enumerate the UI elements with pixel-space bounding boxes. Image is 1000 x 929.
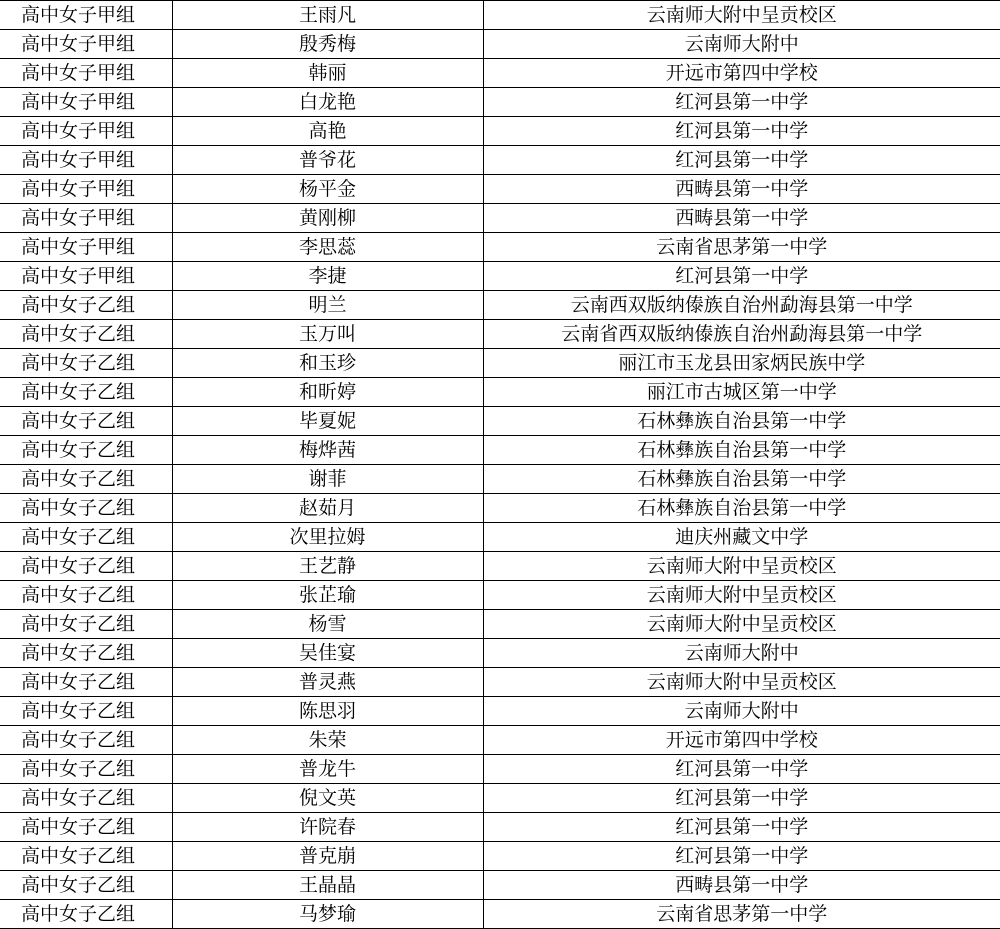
group-cell: 高中女子乙组 (0, 813, 172, 842)
school-cell: 红河县第一中学 (483, 117, 1000, 146)
table-row (0, 291, 1000, 320)
school-cell: 石林彝族自治县第一中学 (483, 436, 1000, 465)
athlete-name-cell: 吴佳宴 (172, 639, 483, 668)
table-row (0, 233, 1000, 262)
group-cell: 高中女子乙组 (0, 494, 172, 523)
table-row (0, 523, 1000, 552)
athlete-name-cell: 许院春 (172, 813, 483, 842)
athlete-name-cell: 明兰 (172, 291, 483, 320)
table-row (0, 1, 1000, 30)
school-cell: 云南西双版纳傣族自治州勐海县第一中学 (483, 291, 1000, 320)
athlete-name-cell: 玉万叫 (172, 320, 483, 349)
athlete-name-cell: 马梦瑜 (172, 900, 483, 929)
athlete-name-cell: 高艳 (172, 117, 483, 146)
athlete-name-cell: 倪文英 (172, 784, 483, 813)
table-row (0, 407, 1000, 436)
athlete-name-cell: 毕夏妮 (172, 407, 483, 436)
group-cell: 高中女子乙组 (0, 320, 172, 349)
school-cell: 西畴县第一中学 (483, 871, 1000, 900)
athlete-name-cell: 殷秀梅 (172, 30, 483, 59)
athlete-name-cell: 普爷花 (172, 146, 483, 175)
group-cell: 高中女子乙组 (0, 349, 172, 378)
school-cell: 云南省思茅第一中学 (483, 233, 1000, 262)
group-cell: 高中女子乙组 (0, 900, 172, 929)
group-cell: 高中女子甲组 (0, 175, 172, 204)
school-cell: 红河县第一中学 (483, 262, 1000, 291)
athlete-name-cell: 赵茹月 (172, 494, 483, 523)
athlete-name-cell: 王雨凡 (172, 1, 483, 30)
school-cell: 红河县第一中学 (483, 813, 1000, 842)
school-cell: 云南师大附中呈贡校区 (483, 668, 1000, 697)
athlete-name-cell: 杨雪 (172, 610, 483, 639)
school-cell: 红河县第一中学 (483, 88, 1000, 117)
athlete-name-cell: 普克崩 (172, 842, 483, 871)
school-cell: 开远市第四中学校 (483, 59, 1000, 88)
school-cell: 红河县第一中学 (483, 146, 1000, 175)
table-row (0, 378, 1000, 407)
table-row (0, 146, 1000, 175)
school-cell: 云南师大附中 (483, 639, 1000, 668)
group-cell: 高中女子甲组 (0, 59, 172, 88)
athlete-name-cell: 白龙艳 (172, 88, 483, 117)
table-row (0, 900, 1000, 929)
athlete-name-cell: 王艺静 (172, 552, 483, 581)
school-cell: 云南省思茅第一中学 (483, 900, 1000, 929)
athlete-name-cell: 李捷 (172, 262, 483, 291)
school-cell: 红河县第一中学 (483, 842, 1000, 871)
school-cell: 云南省西双版纳傣族自治州勐海县第一中学 (483, 320, 1000, 349)
school-cell: 西畴县第一中学 (483, 204, 1000, 233)
table-row (0, 668, 1000, 697)
table-row (0, 552, 1000, 581)
school-cell: 丽江市古城区第一中学 (483, 378, 1000, 407)
table-row (0, 494, 1000, 523)
roster-table-body (0, 1, 1000, 929)
table-row (0, 784, 1000, 813)
table-row (0, 204, 1000, 233)
group-cell: 高中女子乙组 (0, 784, 172, 813)
school-cell: 西畴县第一中学 (483, 175, 1000, 204)
school-cell: 红河县第一中学 (483, 784, 1000, 813)
group-cell: 高中女子甲组 (0, 1, 172, 30)
athlete-name-cell: 黄刚柳 (172, 204, 483, 233)
table-row (0, 581, 1000, 610)
athlete-name-cell: 普灵燕 (172, 668, 483, 697)
school-cell: 丽江市玉龙县田家炳民族中学 (483, 349, 1000, 378)
group-cell: 高中女子乙组 (0, 755, 172, 784)
table-row (0, 697, 1000, 726)
school-cell: 迪庆州藏文中学 (483, 523, 1000, 552)
group-cell: 高中女子乙组 (0, 436, 172, 465)
athlete-name-cell: 陈思羽 (172, 697, 483, 726)
athlete-name-cell: 梅烨茜 (172, 436, 483, 465)
school-cell: 石林彝族自治县第一中学 (483, 465, 1000, 494)
table-row (0, 117, 1000, 146)
school-cell: 石林彝族自治县第一中学 (483, 494, 1000, 523)
group-cell: 高中女子乙组 (0, 871, 172, 900)
group-cell: 高中女子乙组 (0, 291, 172, 320)
table-row (0, 436, 1000, 465)
school-cell: 云南师大附中 (483, 697, 1000, 726)
table-row (0, 842, 1000, 871)
athlete-name-cell: 韩丽 (172, 59, 483, 88)
table-row (0, 175, 1000, 204)
group-cell: 高中女子甲组 (0, 233, 172, 262)
group-cell: 高中女子甲组 (0, 117, 172, 146)
group-cell: 高中女子乙组 (0, 726, 172, 755)
table-row (0, 639, 1000, 668)
athlete-name-cell: 王晶晶 (172, 871, 483, 900)
athlete-name-cell: 和玉珍 (172, 349, 483, 378)
group-cell: 高中女子乙组 (0, 552, 172, 581)
group-cell: 高中女子乙组 (0, 465, 172, 494)
group-cell: 高中女子乙组 (0, 378, 172, 407)
school-cell: 云南师大附中呈贡校区 (483, 581, 1000, 610)
group-cell: 高中女子甲组 (0, 262, 172, 291)
athlete-name-cell: 张芷瑜 (172, 581, 483, 610)
group-cell: 高中女子乙组 (0, 523, 172, 552)
school-cell: 开远市第四中学校 (483, 726, 1000, 755)
athlete-name-cell: 朱荣 (172, 726, 483, 755)
athlete-name-cell: 李思蕊 (172, 233, 483, 262)
school-cell: 云南师大附中呈贡校区 (483, 610, 1000, 639)
table-row (0, 813, 1000, 842)
athlete-name-cell: 普龙牛 (172, 755, 483, 784)
table-row (0, 726, 1000, 755)
table-row (0, 610, 1000, 639)
table-row (0, 59, 1000, 88)
school-cell: 云南师大附中呈贡校区 (483, 1, 1000, 30)
table-row (0, 349, 1000, 378)
table-row (0, 465, 1000, 494)
table-row (0, 262, 1000, 291)
athlete-name-cell: 杨平金 (172, 175, 483, 204)
group-cell: 高中女子乙组 (0, 842, 172, 871)
group-cell: 高中女子甲组 (0, 30, 172, 59)
school-cell: 石林彝族自治县第一中学 (483, 407, 1000, 436)
athlete-name-cell: 谢菲 (172, 465, 483, 494)
group-cell: 高中女子乙组 (0, 697, 172, 726)
table-row (0, 88, 1000, 117)
group-cell: 高中女子甲组 (0, 204, 172, 233)
school-cell: 云南师大附中 (483, 30, 1000, 59)
athlete-name-cell: 次里拉姆 (172, 523, 483, 552)
group-cell: 高中女子甲组 (0, 146, 172, 175)
group-cell: 高中女子乙组 (0, 668, 172, 697)
school-cell: 云南师大附中呈贡校区 (483, 552, 1000, 581)
table-row (0, 755, 1000, 784)
group-cell: 高中女子乙组 (0, 639, 172, 668)
school-cell: 红河县第一中学 (483, 755, 1000, 784)
group-cell: 高中女子乙组 (0, 610, 172, 639)
table-row (0, 320, 1000, 349)
group-cell: 高中女子乙组 (0, 407, 172, 436)
table-row (0, 871, 1000, 900)
athlete-name-cell: 和昕婷 (172, 378, 483, 407)
group-cell: 高中女子乙组 (0, 581, 172, 610)
table-row (0, 30, 1000, 59)
group-cell: 高中女子甲组 (0, 88, 172, 117)
